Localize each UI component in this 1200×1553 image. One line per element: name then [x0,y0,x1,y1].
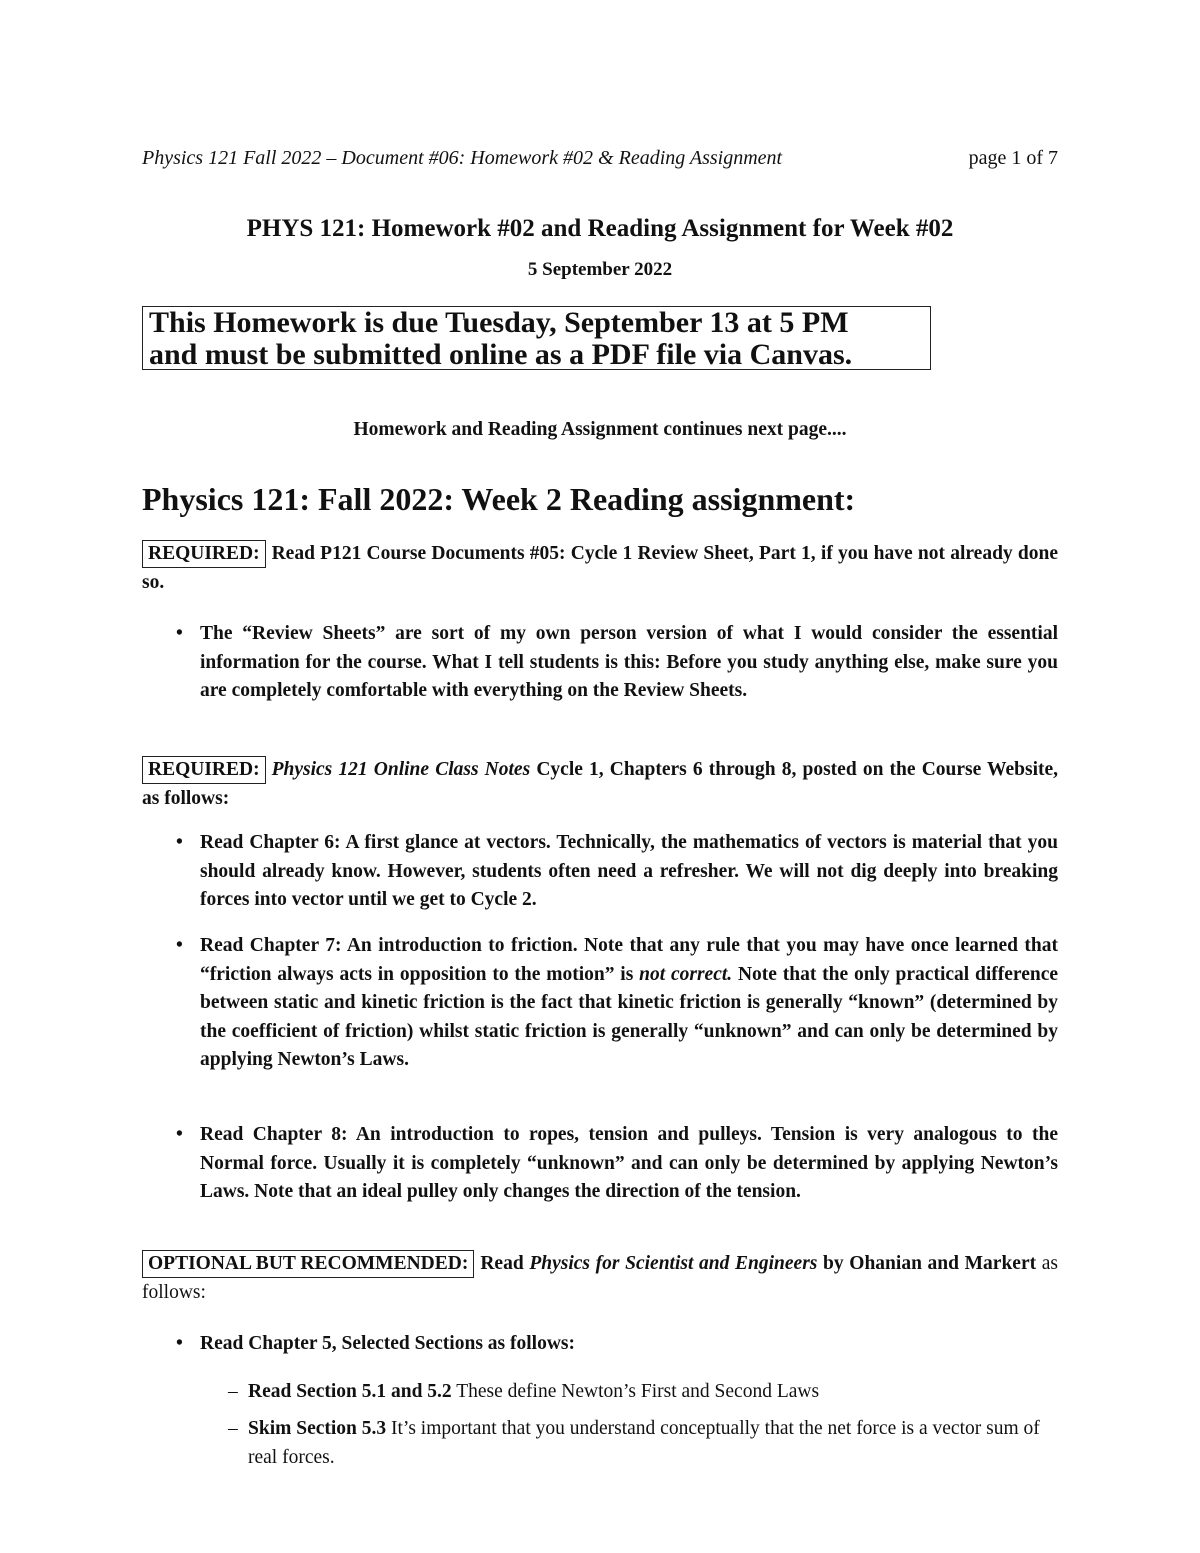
required-item-class-notes [142,756,1058,813]
dash-icon: – [228,1418,238,1439]
list-item [176,1330,1058,1359]
bullet-icon: • [176,623,183,644]
bullet-icon: • [176,1333,183,1354]
required-text: Read P121 Course Documents #05: Cycle 1 Review Sheet, Part 1, if you have not already done so. [142,543,1058,593]
notes-title: Physics 121 Online Class Notes [271,759,531,780]
document-date: 5 September 2022 [527,259,673,280]
running-header [142,144,1058,172]
due-line-1: This Homework is due Tuesday, September 13 at 5 PM [149,306,849,339]
sub-list-item [228,1378,1058,1407]
required-tag: REQUIRED: [142,756,266,784]
bullet-icon: • [176,1124,183,1145]
optional-tag: OPTIONAL BUT RECOMMENDED: [142,1250,474,1278]
due-date-box [142,306,931,370]
sub-text: These define Newton’s First and Second Laws [456,1381,820,1402]
bullet-icon: • [176,832,183,853]
optional-lead: Read [480,1253,524,1274]
sub-bold: Read Section 5.1 and 5.2 [248,1381,452,1402]
list-item [176,829,1058,915]
required-text: Cycle 1, Chapters 6 through 8, posted on the Course Website, as follows: [142,759,1059,809]
optional-tail: as follows: [142,1253,1059,1303]
list-item [176,1121,1058,1207]
bullet-icon: • [176,935,183,956]
document-title: PHYS 121: Homework #02 and Reading Assignment for Week #02 [246,215,954,242]
section-heading: Physics 121: Fall 2022: Week 2 Reading assignment: [142,481,856,517]
bullet-text: Note that the only practical difference between static and kinetic friction is the fact that kinetic friction is generally “known” (determined by the coefficient of friction) whilst static friction is generally “unknown” and can only be determined by applying Newton’s Laws. [200,963,1059,1070]
bullet-text: Read Chapter 7: An introduction to friction. Note that any rule that you may have once learned that “friction always acts in opposition to the motion” is [200,935,1058,985]
page-number: page 1 of 7 [968,147,1058,169]
list-item [176,932,1059,1075]
continues-note: Homework and Reading Assignment continues next page.... [353,419,847,440]
bullet-text: Read Chapter 5, Selected Sections as follows: [200,1333,575,1354]
sub-text: It’s important that you understand conceptually that the net force is a vector sum of real forces. [248,1418,1040,1468]
sub-list-item [228,1415,1058,1472]
bullet-text: Read Chapter 8: An introduction to ropes, tension and pulleys. Tension is very analogous to the Normal force. Usually it is completely “unknown” and can only be determined by applying Newton’s Laws. Note that an ideal pulley only changes the direction of the tension. [200,1124,1058,1202]
bullet-text: The “Review Sheets” are sort of my own person version of what I would consider the essential information for the course. What I tell students is this: Before you study anything else, make sure you are completely comfortable with everything on the Review Sheets. [200,623,1058,701]
emphasis-text: not correct. [639,963,733,985]
sub-bold: Skim Section 5.3 [248,1418,387,1439]
textbook-authors: by Ohanian and Markert [823,1253,1037,1274]
dash-icon: – [228,1381,238,1402]
running-title: Physics 121 Fall 2022 – Document #06: Homework #02 & Reading Assignment [142,147,783,169]
required-item-review-sheet [142,540,1058,597]
optional-item-textbook [142,1250,1058,1307]
bullet-text: Read Chapter 6: A first glance at vectors. Technically, the mathematics of vectors is material that you should already know. However, students often need a refresher. We will not dig deeply into breaking forces into vector until we get to Cycle 2. [200,832,1058,910]
textbook-title: Physics for Scientist and Engineers [529,1253,818,1274]
due-line-2: and must be submitted online as a PDF file via Canvas. [149,338,853,371]
list-item [176,620,1058,706]
required-tag: REQUIRED: [142,540,266,568]
